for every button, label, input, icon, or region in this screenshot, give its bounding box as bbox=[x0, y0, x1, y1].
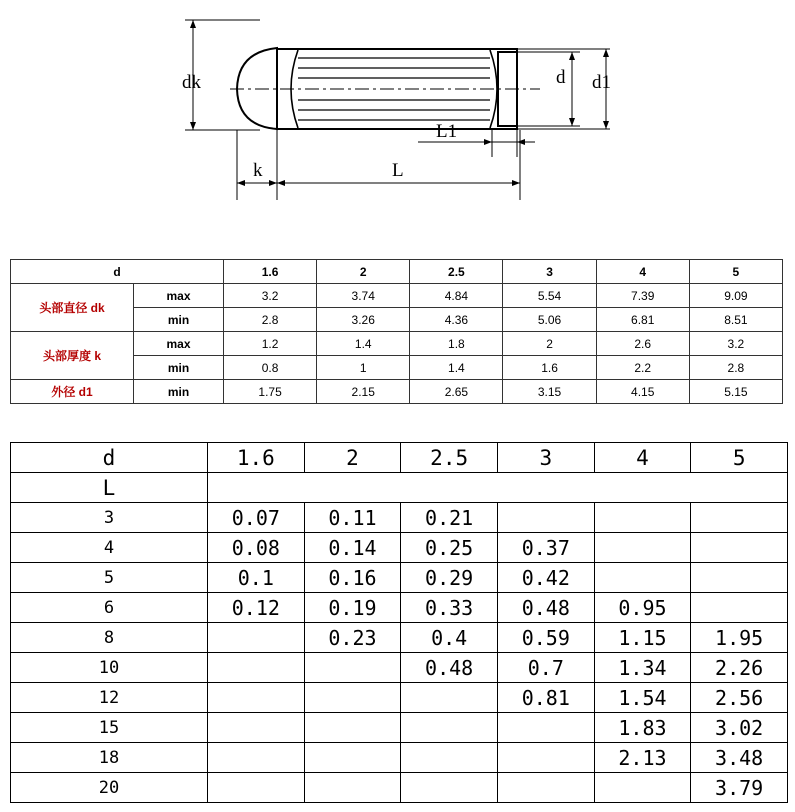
param-head-diameter: 头部直径 dk bbox=[11, 284, 134, 332]
spec-value: 2.8 bbox=[689, 356, 782, 380]
spec-value: 2.15 bbox=[317, 380, 410, 404]
rivet-drawing bbox=[160, 12, 640, 217]
spec-value: 2 bbox=[503, 332, 596, 356]
weight-value-cell: 0.4 bbox=[401, 623, 498, 653]
weight-table-row bbox=[11, 743, 788, 773]
length-cell: 15 bbox=[11, 713, 208, 743]
spec-size-header: 2 bbox=[317, 260, 410, 284]
weight-value-cell bbox=[208, 713, 305, 743]
spec-value: 3.26 bbox=[317, 308, 410, 332]
spec-value: 3.2 bbox=[689, 332, 782, 356]
weight-value-cell bbox=[208, 683, 305, 713]
label-dk: dk bbox=[182, 72, 201, 93]
spec-corner-d: d bbox=[11, 260, 224, 284]
spec-value: 9.09 bbox=[689, 284, 782, 308]
length-cell: 12 bbox=[11, 683, 208, 713]
spec-value: 1.2 bbox=[224, 332, 317, 356]
weight-value-cell: 0.21 bbox=[401, 503, 498, 533]
spec-value: 1.6 bbox=[503, 356, 596, 380]
length-cell: 6 bbox=[11, 593, 208, 623]
weight-value-cell: 0.1 bbox=[208, 563, 305, 593]
weight-size-header: 2 bbox=[304, 443, 401, 473]
weight-value-cell bbox=[208, 743, 305, 773]
weight-value-cell bbox=[594, 533, 691, 563]
weight-value-cell bbox=[304, 743, 401, 773]
spec-value: 4.15 bbox=[596, 380, 689, 404]
weight-value-cell: 3.79 bbox=[691, 773, 788, 803]
limit-label: min bbox=[134, 356, 224, 380]
weight-table-row bbox=[11, 683, 788, 713]
weight-value-cell bbox=[208, 653, 305, 683]
spec-row-k-max bbox=[11, 332, 783, 356]
weight-value-cell bbox=[691, 503, 788, 533]
weight-value-cell: 0.42 bbox=[497, 563, 594, 593]
weight-value-cell bbox=[401, 743, 498, 773]
weight-size-header: 4 bbox=[594, 443, 691, 473]
spec-value: 7.39 bbox=[596, 284, 689, 308]
weight-value-cell: 3.48 bbox=[691, 743, 788, 773]
limit-label: min bbox=[134, 308, 224, 332]
spec-value: 2.65 bbox=[410, 380, 503, 404]
weight-header-row bbox=[11, 443, 788, 473]
spec-value: 8.51 bbox=[689, 308, 782, 332]
spec-size-header: 4 bbox=[596, 260, 689, 284]
spec-size-header: 3 bbox=[503, 260, 596, 284]
weight-value-cell bbox=[497, 743, 594, 773]
label-l1: L1 bbox=[436, 121, 458, 142]
spec-value: 6.81 bbox=[596, 308, 689, 332]
weight-value-cell: 3.02 bbox=[691, 713, 788, 743]
weight-value-cell bbox=[208, 623, 305, 653]
spec-value: 2.6 bbox=[596, 332, 689, 356]
weight-value-cell: 1.34 bbox=[594, 653, 691, 683]
spec-value: 3.2 bbox=[224, 284, 317, 308]
length-cell: 20 bbox=[11, 773, 208, 803]
spec-value: 5.06 bbox=[503, 308, 596, 332]
spec-value: 1.4 bbox=[410, 356, 503, 380]
spec-value: 5.15 bbox=[689, 380, 782, 404]
weight-value-cell: 0.33 bbox=[401, 593, 498, 623]
weight-table bbox=[10, 442, 788, 803]
length-cell: 3 bbox=[11, 503, 208, 533]
weight-size-header: 1.6 bbox=[208, 443, 305, 473]
weight-value-cell bbox=[304, 713, 401, 743]
weight-value-cell: 2.56 bbox=[691, 683, 788, 713]
weight-value-cell: 1.54 bbox=[594, 683, 691, 713]
param-outer-diameter: 外径 d1 bbox=[11, 380, 134, 404]
weight-value-cell bbox=[594, 773, 691, 803]
weight-value-cell bbox=[497, 713, 594, 743]
weight-value-cell bbox=[691, 533, 788, 563]
weight-value-cell: 2.13 bbox=[594, 743, 691, 773]
spec-value: 2.8 bbox=[224, 308, 317, 332]
weight-value-cell bbox=[304, 653, 401, 683]
length-cell: 8 bbox=[11, 623, 208, 653]
weight-value-cell: 2.26 bbox=[691, 653, 788, 683]
weight-value-cell: 1.15 bbox=[594, 623, 691, 653]
rivet-diagram-svg bbox=[160, 12, 640, 217]
spec-value: 0.8 bbox=[224, 356, 317, 380]
weight-value-cell: 0.37 bbox=[497, 533, 594, 563]
weight-table-row bbox=[11, 623, 788, 653]
weight-value-cell bbox=[497, 773, 594, 803]
weight-value-cell bbox=[401, 683, 498, 713]
weight-value-cell bbox=[304, 773, 401, 803]
spec-value: 2.2 bbox=[596, 356, 689, 380]
spec-row-d1-min bbox=[11, 380, 783, 404]
weight-value-cell bbox=[401, 773, 498, 803]
spec-value: 3.15 bbox=[503, 380, 596, 404]
spec-value: 5.54 bbox=[503, 284, 596, 308]
spec-value: 4.84 bbox=[410, 284, 503, 308]
spec-size-header: 1.6 bbox=[224, 260, 317, 284]
weight-value-cell: 0.19 bbox=[304, 593, 401, 623]
limit-label: max bbox=[134, 284, 224, 308]
weight-corner-d: d bbox=[11, 443, 208, 473]
weight-value-cell: 1.83 bbox=[594, 713, 691, 743]
spec-row-dk-max bbox=[11, 284, 783, 308]
spec-value: 1.75 bbox=[224, 380, 317, 404]
limit-label: max bbox=[134, 332, 224, 356]
weight-value-cell: 0.25 bbox=[401, 533, 498, 563]
weight-value-cell: 0.12 bbox=[208, 593, 305, 623]
weight-table-row bbox=[11, 503, 788, 533]
weight-subheader-blank bbox=[208, 473, 788, 503]
weight-subheader-row bbox=[11, 473, 788, 503]
weight-value-cell bbox=[594, 503, 691, 533]
weight-size-header: 3 bbox=[497, 443, 594, 473]
length-cell: 4 bbox=[11, 533, 208, 563]
length-cell: 5 bbox=[11, 563, 208, 593]
weight-value-cell: 0.7 bbox=[497, 653, 594, 683]
weight-value-cell: 0.07 bbox=[208, 503, 305, 533]
weight-table-body bbox=[11, 503, 788, 803]
weight-value-cell: 0.48 bbox=[497, 593, 594, 623]
weight-value-cell: 0.14 bbox=[304, 533, 401, 563]
weight-value-cell bbox=[304, 683, 401, 713]
weight-value-cell: 0.11 bbox=[304, 503, 401, 533]
spec-header-row bbox=[11, 260, 783, 284]
length-cell: 18 bbox=[11, 743, 208, 773]
weight-table-row bbox=[11, 653, 788, 683]
spec-value: 1 bbox=[317, 356, 410, 380]
weight-value-cell: 0.48 bbox=[401, 653, 498, 683]
weight-value-cell: 0.95 bbox=[594, 593, 691, 623]
weight-size-header: 2.5 bbox=[401, 443, 498, 473]
weight-value-cell: 0.29 bbox=[401, 563, 498, 593]
weight-table-row bbox=[11, 773, 788, 803]
spec-size-header: 2.5 bbox=[410, 260, 503, 284]
length-cell: 10 bbox=[11, 653, 208, 683]
weight-corner-l: L bbox=[11, 473, 208, 503]
weight-table-row bbox=[11, 593, 788, 623]
weight-value-cell bbox=[691, 593, 788, 623]
spec-size-header: 5 bbox=[689, 260, 782, 284]
weight-table-row bbox=[11, 563, 788, 593]
dimension-spec-table bbox=[10, 259, 783, 404]
weight-value-cell bbox=[208, 773, 305, 803]
label-l: L bbox=[392, 160, 404, 181]
weight-value-cell: 0.81 bbox=[497, 683, 594, 713]
spec-value: 1.8 bbox=[410, 332, 503, 356]
param-head-thickness: 头部厚度 k bbox=[11, 332, 134, 380]
weight-value-cell: 1.95 bbox=[691, 623, 788, 653]
label-d: d bbox=[556, 67, 566, 88]
weight-value-cell: 0.59 bbox=[497, 623, 594, 653]
weight-table-row bbox=[11, 713, 788, 743]
weight-value-cell bbox=[691, 563, 788, 593]
weight-value-cell: 0.16 bbox=[304, 563, 401, 593]
label-d1: d1 bbox=[592, 72, 611, 93]
weight-value-cell: 0.08 bbox=[208, 533, 305, 563]
spec-value: 4.36 bbox=[410, 308, 503, 332]
limit-label: min bbox=[134, 380, 224, 404]
weight-size-header: 5 bbox=[691, 443, 788, 473]
weight-value-cell: 0.23 bbox=[304, 623, 401, 653]
weight-value-cell bbox=[497, 503, 594, 533]
spec-value: 1.4 bbox=[317, 332, 410, 356]
spec-value: 3.74 bbox=[317, 284, 410, 308]
weight-value-cell bbox=[594, 563, 691, 593]
weight-value-cell bbox=[401, 713, 498, 743]
label-k: k bbox=[253, 160, 263, 181]
weight-table-row bbox=[11, 533, 788, 563]
